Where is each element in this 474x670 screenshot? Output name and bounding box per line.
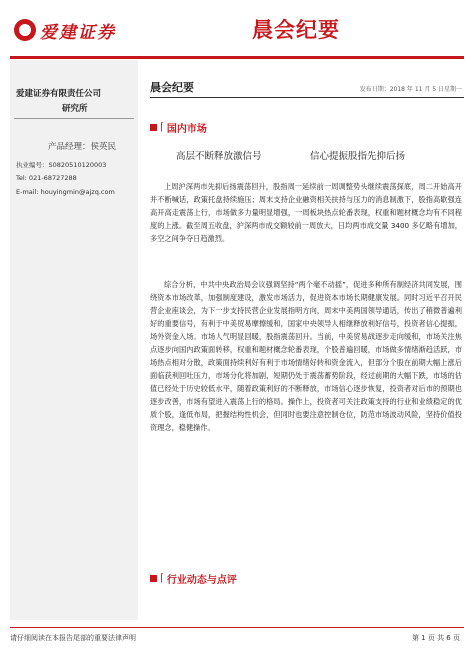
analyst-name: 产品经理：侯英民 <box>48 142 117 152</box>
department-name: 研究所 <box>62 104 88 114</box>
section-bracket-icon: ⌈ <box>160 573 164 584</box>
header-divider <box>10 56 464 59</box>
company-name: 爱建证券有限责任公司 <box>16 89 102 99</box>
license-number: 执业编号：S0820510120003 <box>16 161 107 169</box>
section-square-icon <box>150 124 157 131</box>
email[interactable]: E-mail: houyingmin@ajzq.com <box>16 188 115 196</box>
document-title: 晨会纪要 <box>252 18 340 42</box>
footer-disclaimer: 请仔细阅读在本报告尾部的重要法律声明 <box>10 634 136 642</box>
section-title: 国内市场 <box>166 124 207 135</box>
section-square-icon <box>150 575 157 582</box>
logo-text: 爱建证券 <box>40 22 116 43</box>
section-title: 行业动态与点评 <box>166 575 237 586</box>
section-bracket-icon: ⌈ <box>160 122 164 133</box>
telephone: Tel: 021-68727288 <box>16 174 77 182</box>
paragraph-1: 上周沪深两市先抑后扬震荡回升，股指周一延续前一周调整势头继续震荡探底，周二开始高开并不断喊话，政策托盘持续施压；周末支持企业融资相关扶持与压力的消息制激下，股指高歇强连高开高走震荡上行，市场做多力量明显增强，一周板块热点轮番表现，权重和题材概念均有不同程度的上涨。截至周五收盘，沪深两市成交额较前一周放大，日均两市成交量 3400 多亿略有增加，多空之间争夺日趋激烈。 <box>150 182 462 243</box>
section-header-divider <box>150 97 464 98</box>
page-number: 第 1 页 共 6 页 <box>411 634 460 642</box>
logo-mark-icon <box>14 19 36 41</box>
footer-divider <box>10 627 464 628</box>
section-header: 晨会纪要 <box>150 81 194 94</box>
company-logo <box>14 16 116 44</box>
section-industry-news <box>150 571 237 586</box>
article-subtitle-b: 信心提振股指先抑后扬 <box>310 151 406 162</box>
section-domestic-market <box>150 120 207 135</box>
sidebar-divider <box>14 118 134 119</box>
publish-date: 发布日期：2018 年 11 月 5 日星期一 <box>359 86 462 93</box>
top-header <box>0 0 474 58</box>
article-subtitle-a: 高层不断释放激信号 <box>176 151 262 162</box>
paragraph-2: 综合分析，中共中央政治局会议强调坚持“两个毫不动摇”，促进多种所有制经济共同发展，围绕资本市场改革，加强制度建设，激发市场活力，促进资本市场长期健康发展。同时习近平召开民营企业座谈会，为下一步支持民营企业发展指明方向，周末中美两国领导通话，传出了稍微普遍利好的重要信号，有利于中美贸易摩擦缓和，国家中央领导人相继释放利好信号，投资者信心提振，场外资金入场。市场人气明显回暖，股指震荡回升。当前，中美贸易战逐步走向缓和，市场关注焦点逐步向国内政策面转移，权重和题材概念轮番表现，个股普遍回暖，市场做多情绪渐趋活跃，市场热点相对分散，政策面持续利好有利于市场情绪好转和资金流入，但部分个股在前期大幅上涨后面临获利回吐压力，市场分化将加剧，短期仍处于震荡蓄势阶段，经过前期的大幅下跌，市场的估值已经处于历史较低水平，随着政策利好的不断释放，市场信心逐步恢复，投资者对后市的预期也逐步改善，市场有望进入震荡上行的格局。操作上，投资者可关注政策支持的行业和业绩稳定的优质个股，逢低布局，把握结构性机会，但同时也要注意控制仓位，防范市场波动风险，坚持价值投资理念，稳健操作。 <box>150 280 462 432</box>
